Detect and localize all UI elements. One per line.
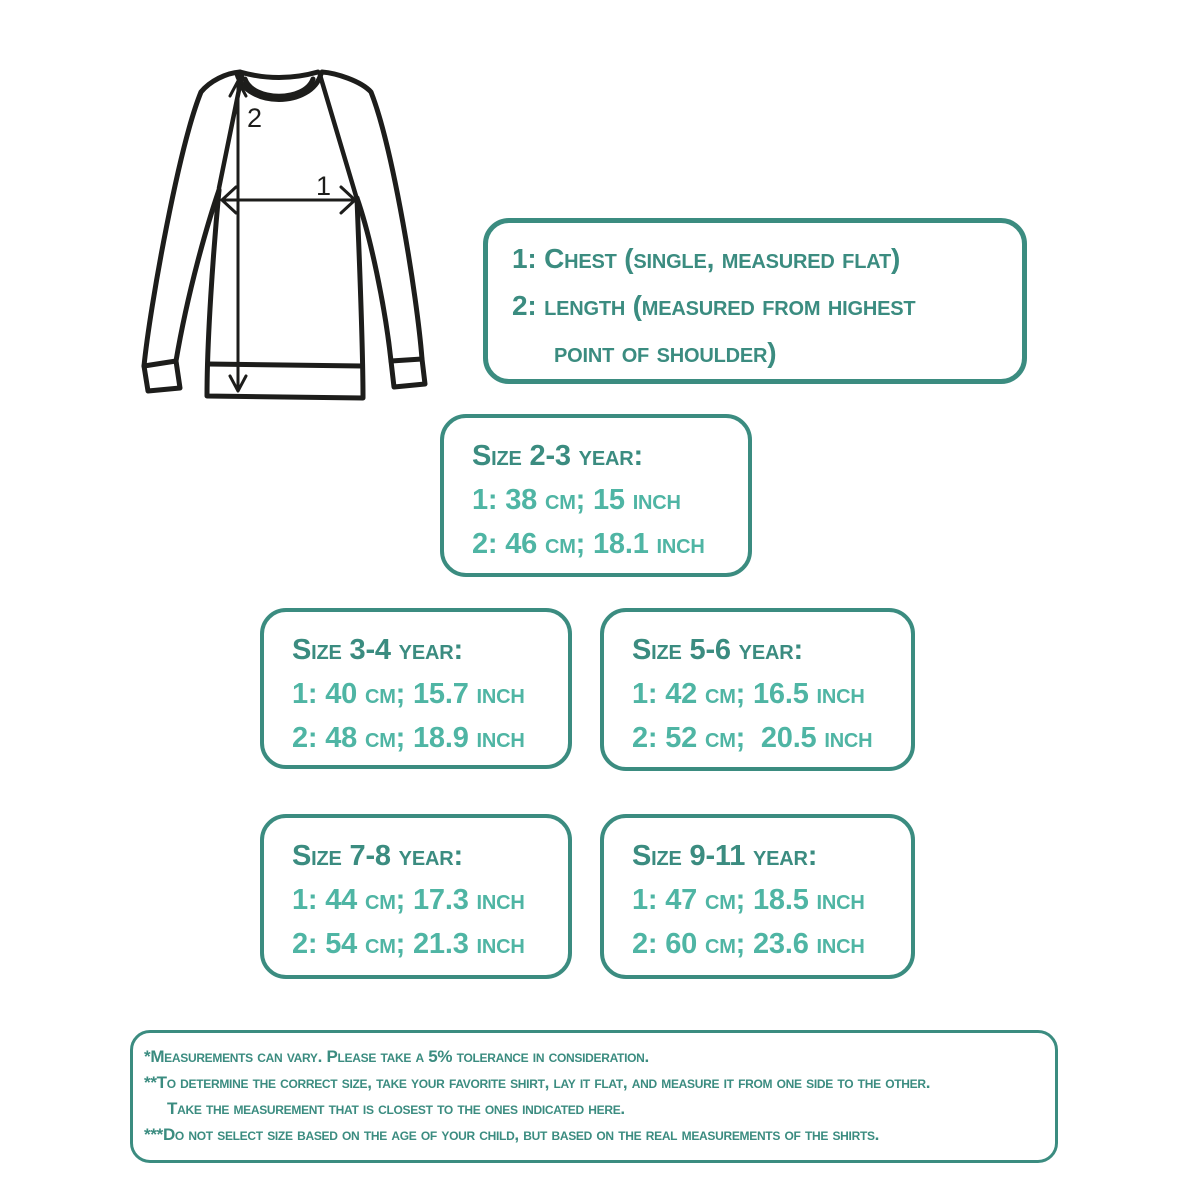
length-measurement: 2: 52 cm; 20.5 inch <box>632 722 873 754</box>
footnote-how-to-measure-wrap: Take the measurement that is closest to the ones indicated here. <box>167 1099 625 1118</box>
size-title: Size 9-11 year: <box>632 840 818 872</box>
size-box-7-8-year <box>260 814 572 979</box>
size-title: Size 3-4 year: <box>292 634 463 666</box>
size-box-9-11-year <box>600 814 915 979</box>
footnotes-box <box>130 1030 1058 1163</box>
hem-seam <box>208 364 362 366</box>
sweater-measurement-diagram <box>130 50 480 430</box>
size-title: Size 5-6 year: <box>632 634 803 666</box>
left-sleeve-outer-edge <box>144 72 240 366</box>
size-box-5-6-year <box>600 608 915 771</box>
left-cuff-seam <box>144 361 176 366</box>
footnote-tolerance: *Measurements can vary. Please take a 5% tolerance in consideration. <box>144 1047 649 1066</box>
legend-chest-definition: 1: Chest (single, measured flat) <box>512 243 901 274</box>
chest-measurement: 1: 44 cm; 17.3 inch <box>292 884 525 916</box>
chest-measurement: 1: 38 cm; 15 inch <box>472 484 681 516</box>
collar-back-line <box>240 72 318 78</box>
chest-measurement: 1: 42 cm; 16.5 inch <box>632 678 865 710</box>
footnote-age-warning: ***Do not select size based on the age of your child, but based on the real measurements of the shirts. <box>144 1125 880 1144</box>
chest-arrow-label: 1 <box>316 171 332 201</box>
footnote-how-to-measure: **To determine the correct size, take your favorite shirt, lay it flat, and measure it from one side to the other. <box>144 1073 931 1092</box>
size-box-2-3-year <box>440 414 752 577</box>
legend-length-definition: 2: length (measured from highest <box>512 290 916 321</box>
right-cuff <box>391 359 425 387</box>
chest-measurement: 1: 40 cm; 15.7 inch <box>292 678 525 710</box>
length-arrow-label: 2 <box>247 103 263 133</box>
length-measurement: 2: 60 cm; 23.6 inch <box>632 928 865 960</box>
size-box-3-4-year <box>260 608 572 769</box>
right-sleeve-outer-edge <box>322 72 422 359</box>
legend-length-definition-wrap: point of shoulder) <box>554 337 777 368</box>
right-cuff-seam <box>391 359 422 361</box>
size-title: Size 2-3 year: <box>472 440 643 472</box>
length-measurement: 2: 48 cm; 18.9 inch <box>292 722 525 754</box>
measurement-legend-box <box>483 218 1027 384</box>
length-measurement: 2: 54 cm; 21.3 inch <box>292 928 525 960</box>
length-measurement: 2: 46 cm; 18.1 inch <box>472 528 705 560</box>
chest-measurement: 1: 47 cm; 18.5 inch <box>632 884 865 916</box>
size-title: Size 7-8 year: <box>292 840 463 872</box>
